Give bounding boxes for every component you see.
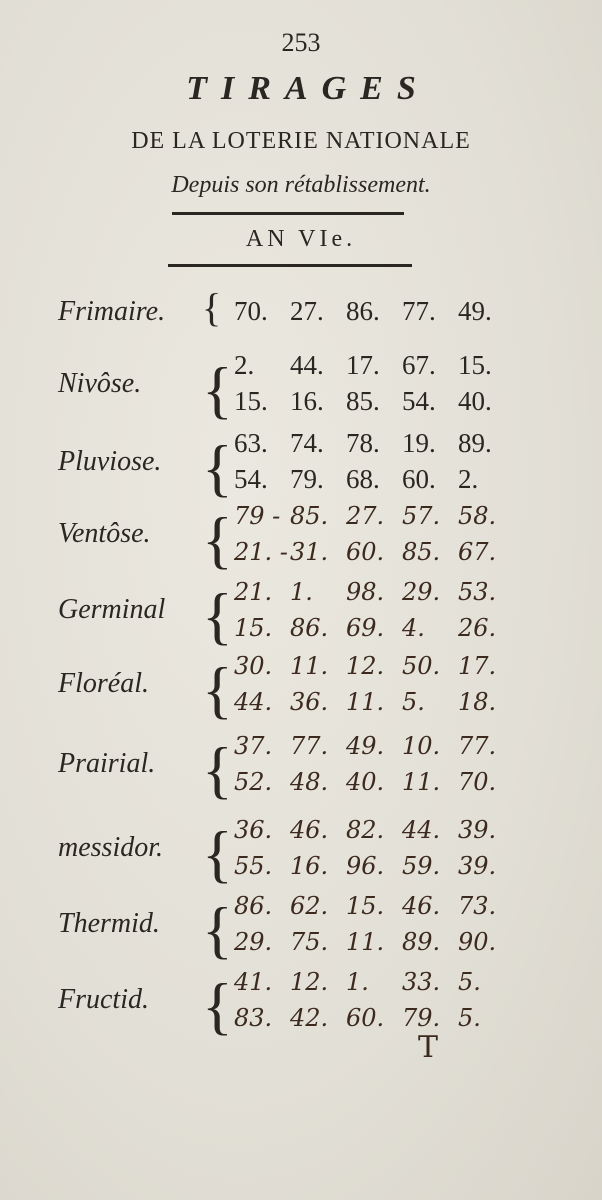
draw-line	[234, 890, 514, 924]
drawn-number: 5.	[402, 688, 425, 716]
drawn-number: 58.	[458, 502, 497, 530]
drawn-number: 79.	[290, 464, 324, 494]
drawn-number: 48.	[290, 768, 329, 796]
drawn-number: 46.	[402, 892, 441, 920]
draw-line	[234, 576, 514, 610]
draw-row	[0, 576, 602, 656]
drawn-number: 85.	[402, 538, 441, 566]
drawn-number: 57.	[402, 502, 441, 530]
drawn-number: 44.	[234, 688, 273, 716]
brace-mark: {	[202, 354, 233, 425]
drawn-number: 5.	[458, 968, 481, 996]
drawn-number: 77.	[402, 296, 436, 326]
drawn-number: 85.	[290, 502, 329, 530]
draw-line	[234, 814, 514, 848]
drawn-number: 79 -	[234, 502, 281, 530]
drawn-number: 36.	[234, 816, 273, 844]
top-rule	[172, 212, 404, 215]
draw-row	[0, 350, 602, 430]
drawn-number: 49.	[458, 296, 492, 326]
drawn-number: 19.	[402, 428, 436, 458]
page-subtitle: DE LA LOTERIE NATIONALE	[131, 128, 471, 154]
drawn-number: 5.	[458, 1004, 481, 1032]
drawn-number: 86.	[346, 296, 380, 326]
brace-mark: {	[202, 654, 233, 725]
drawn-number: 83.	[234, 1004, 273, 1032]
draw-line	[234, 730, 514, 764]
page-number: 253	[281, 28, 321, 57]
drawn-number: 59.	[402, 852, 441, 880]
drawn-number: 2.	[234, 350, 255, 380]
drawn-number: 52.	[234, 768, 273, 796]
draw-line	[234, 428, 514, 462]
drawn-number: 18.	[458, 688, 497, 716]
drawn-number: 53.	[458, 578, 497, 606]
drawn-number: 60.	[346, 538, 385, 566]
drawn-number: 21. -	[234, 538, 288, 566]
drawn-number: 31.	[290, 538, 329, 566]
draw-line	[234, 766, 514, 800]
drawn-number: 26.	[458, 614, 497, 642]
drawn-number: 54.	[234, 464, 268, 494]
brace-mark: {	[202, 285, 222, 330]
drawn-number: 86.	[234, 892, 273, 920]
drawn-number: 11.	[346, 688, 385, 716]
drawn-number: 67.	[402, 350, 436, 380]
drawn-number: 89.	[458, 428, 492, 458]
drawn-number: 60.	[346, 1004, 385, 1032]
brace-mark: {	[202, 818, 233, 889]
year-heading: AN VIe.	[245, 226, 357, 252]
drawn-number: 15.	[234, 386, 268, 416]
drawn-number: 78.	[346, 428, 380, 458]
drawn-number: 42.	[290, 1004, 329, 1032]
drawn-number: 39.	[458, 816, 497, 844]
drawn-number: 16.	[290, 386, 324, 416]
month-label: Floréal.	[58, 668, 149, 699]
drawn-number: 50.	[402, 652, 441, 680]
draw-line	[234, 926, 514, 960]
draw-line	[234, 296, 514, 330]
drawn-number: 1.	[346, 968, 369, 996]
drawn-number: 4.	[402, 614, 425, 642]
draw-line	[234, 536, 514, 570]
drawn-number: 10.	[402, 732, 441, 760]
month-label: Fructid.	[58, 984, 149, 1015]
drawn-number: 69.	[346, 614, 385, 642]
drawn-number: 12.	[290, 968, 329, 996]
since-line: Depuis son rétablissement.	[171, 172, 431, 198]
drawn-number: 86.	[290, 614, 329, 642]
drawn-number: 16.	[290, 852, 329, 880]
draw-row	[0, 966, 602, 1046]
page-title: TIRAGES	[186, 70, 430, 107]
drawn-number: 40.	[346, 768, 385, 796]
month-label: Frimaire.	[58, 296, 166, 327]
drawn-number: 11.	[346, 928, 385, 956]
drawn-number: 11.	[290, 652, 329, 680]
drawn-number: 17.	[346, 350, 380, 380]
month-label: Germinal	[58, 594, 166, 625]
draw-row	[0, 730, 602, 810]
drawn-number: 82.	[346, 816, 385, 844]
drawn-number: 75.	[290, 928, 329, 956]
drawn-number: 67.	[458, 538, 497, 566]
draw-line	[234, 350, 514, 384]
drawn-number: 77.	[290, 732, 329, 760]
drawn-number: 49.	[346, 732, 385, 760]
drawn-number: 55.	[234, 852, 273, 880]
brace-mark: {	[202, 734, 233, 805]
draw-row	[0, 428, 602, 508]
drawn-number: 11.	[402, 768, 441, 796]
drawn-number: 41.	[234, 968, 273, 996]
month-label: messidor.	[58, 832, 164, 863]
drawn-number: 54.	[402, 386, 436, 416]
brace-mark: {	[202, 432, 233, 503]
draw-line	[234, 966, 514, 1000]
draw-line	[234, 386, 514, 420]
drawn-number: 63.	[234, 428, 268, 458]
drawn-number: 12.	[346, 652, 385, 680]
drawn-number: 44.	[402, 816, 441, 844]
draw-row	[0, 650, 602, 730]
draw-line	[234, 1002, 514, 1036]
footer-mark: T	[418, 1030, 439, 1065]
month-label: Prairial.	[58, 748, 156, 779]
drawn-number: 15.	[458, 350, 492, 380]
drawn-number: 68.	[346, 464, 380, 494]
drawn-number: 29.	[234, 928, 273, 956]
drawn-number: 77.	[458, 732, 497, 760]
drawn-number: 90.	[458, 928, 497, 956]
drawn-number: 85.	[346, 386, 380, 416]
bottom-rule	[168, 264, 412, 267]
drawn-number: 40.	[458, 386, 492, 416]
drawn-number: 44.	[290, 350, 324, 380]
drawn-number: 29.	[402, 578, 441, 606]
drawn-number: 30.	[234, 652, 273, 680]
drawn-number: 89.	[402, 928, 441, 956]
drawn-number: 15.	[234, 614, 273, 642]
drawn-number: 39.	[458, 852, 497, 880]
draw-line	[234, 464, 514, 498]
drawn-number: 46.	[290, 816, 329, 844]
drawn-number: 17.	[458, 652, 497, 680]
drawn-number: 36.	[290, 688, 329, 716]
drawn-number: 21.	[234, 578, 273, 606]
brace-mark: {	[202, 894, 233, 965]
draw-line	[234, 850, 514, 884]
month-label: Nivôse.	[58, 368, 142, 399]
drawn-number: 15.	[346, 892, 385, 920]
draw-line	[234, 612, 514, 646]
drawn-number: 37.	[234, 732, 273, 760]
drawn-number: 27.	[346, 502, 385, 530]
drawn-number: 70.	[458, 768, 497, 796]
draw-line	[234, 500, 514, 534]
drawn-number: 70.	[234, 296, 268, 326]
month-label: Pluviose.	[58, 446, 162, 477]
month-label: Thermid.	[58, 908, 160, 939]
drawn-number: 73.	[458, 892, 497, 920]
draw-row	[0, 890, 602, 970]
drawn-number: 2.	[458, 464, 479, 494]
drawn-number: 96.	[346, 852, 385, 880]
drawn-number: 27.	[290, 296, 324, 326]
drawn-number: 79.	[402, 1004, 441, 1032]
drawn-number: 62.	[290, 892, 329, 920]
brace-mark: {	[202, 580, 233, 651]
month-label: Ventôse.	[58, 518, 151, 549]
draw-line	[234, 650, 514, 684]
brace-mark: {	[202, 970, 233, 1041]
brace-mark: {	[202, 504, 233, 575]
drawn-number: 60.	[402, 464, 436, 494]
drawn-number: 98.	[346, 578, 385, 606]
draw-row	[0, 814, 602, 894]
draw-row	[0, 500, 602, 580]
drawn-number: 74.	[290, 428, 324, 458]
draw-line	[234, 686, 514, 720]
drawn-number: 1.	[290, 578, 313, 606]
drawn-number: 33.	[402, 968, 441, 996]
